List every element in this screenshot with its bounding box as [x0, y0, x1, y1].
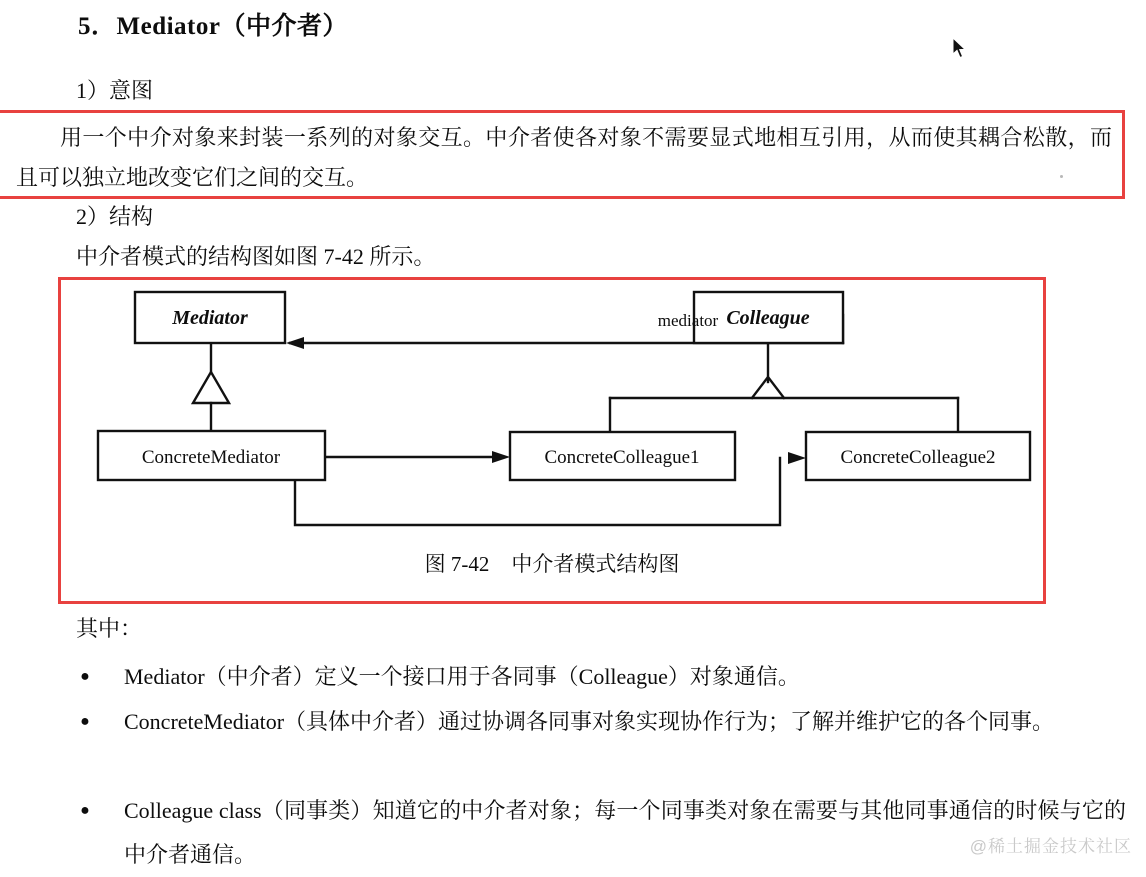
label-mediator: Mediator	[172, 307, 248, 329]
structure-intro-line: 中介者模式的结构图如图 7-42 所示。	[76, 244, 436, 269]
list-item	[76, 655, 1126, 699]
list-item-text: Mediator（中介者）定义一个接口用于各同事（Colleague）对象通信。	[124, 664, 800, 689]
list-item	[76, 700, 1126, 744]
arrowhead-to-colleague1	[492, 451, 510, 463]
label-concrete-colleague-2: ConcreteColleague2	[840, 447, 996, 468]
section-label-structure: 2）结构	[76, 204, 154, 229]
label-concrete-colleague-1: ConcreteColleague1	[544, 447, 700, 468]
figure-caption-number: 图 7-42	[424, 552, 490, 576]
figure-caption	[58, 548, 1046, 578]
section-label-intent: 1）意图	[76, 78, 154, 103]
list-item-text: ConcreteMediator（具体中介者）通过协调各同事对象实现协作行为；了解并维护它的各个同事。	[124, 709, 1055, 734]
list-item-text: Colleague class（同事类）知道它的中介者对象；每一个同事类对象在需要与其他同事通信的时候与它的中介者通信。	[124, 798, 1126, 867]
list-item	[76, 789, 1126, 877]
bullet-marker-icon: ●	[80, 713, 90, 730]
figure-caption-title: 中介者模式结构图	[511, 552, 680, 576]
intent-paragraph: 用一个中介对象来封装一系列的对象交互。中介者使各对象不需要显式地相互引用，从而使其耦合松散，而且可以独立地改变它们之间的交互。	[16, 125, 1112, 190]
mouse-cursor-icon	[952, 38, 968, 60]
label-colleague: Colleague	[726, 307, 810, 329]
generalization-triangle-mediator	[193, 372, 229, 403]
label-concrete-mediator: ConcreteMediator	[141, 447, 281, 468]
arrowhead-to-colleague2	[788, 452, 806, 464]
page-title: 5．Mediator（中介者）	[78, 13, 348, 40]
whereof-label: 其中：	[76, 616, 143, 641]
scan-speck	[1060, 175, 1063, 178]
bullet-marker-icon: ●	[80, 668, 90, 685]
arrowhead-to-mediator	[286, 337, 304, 349]
watermark: @稀土掘金技术社区	[969, 837, 1132, 856]
bullet-marker-icon: ●	[80, 802, 90, 819]
label-association-mediator: mediator	[657, 311, 719, 330]
